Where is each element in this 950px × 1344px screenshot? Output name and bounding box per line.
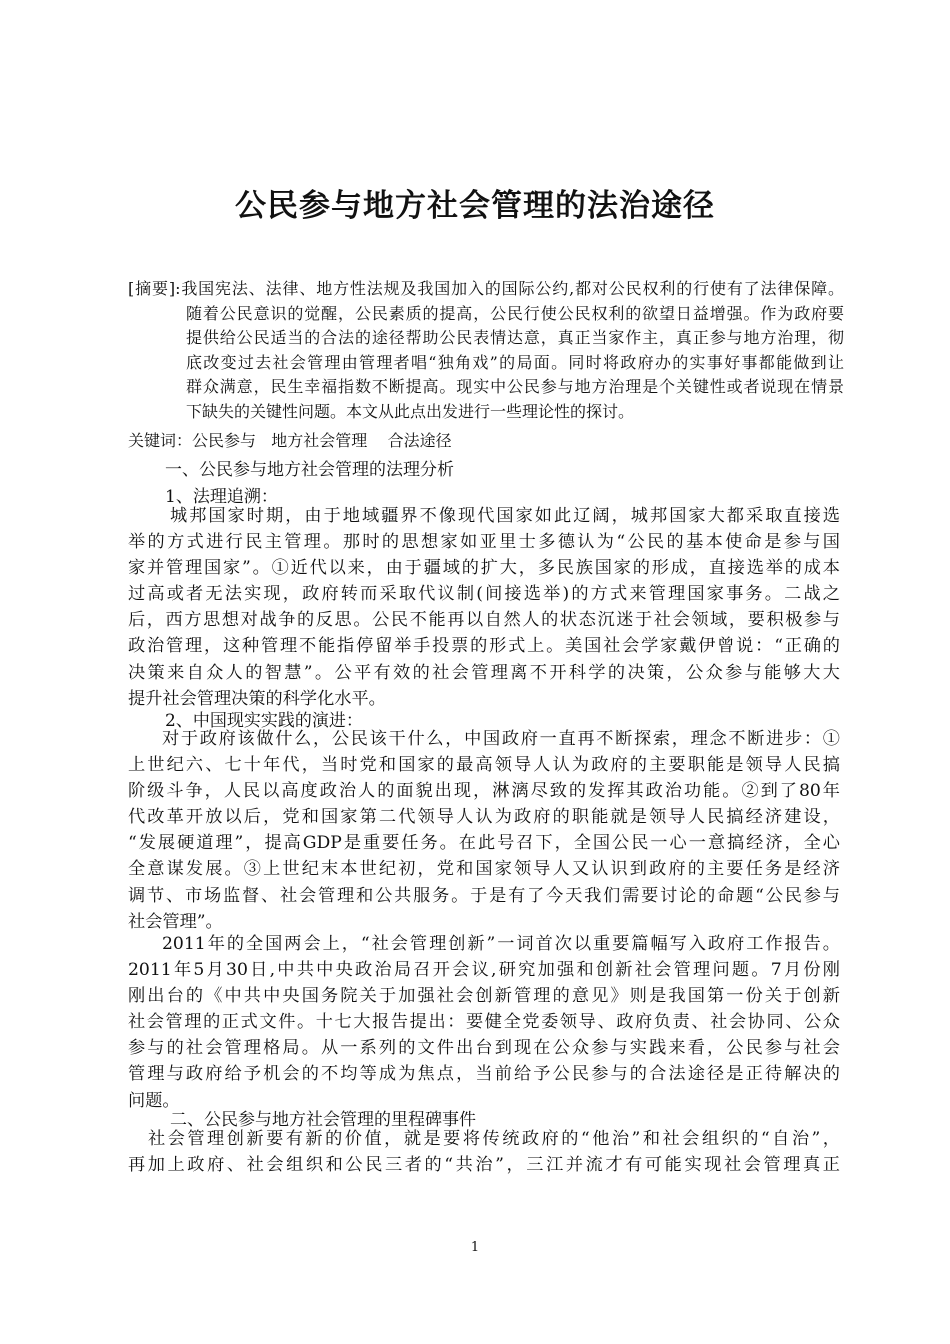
abstract-line: 群众满意，民生幸福指数不断提高。现实中公民参与地方治理是个关键性或者说现在情景 [186, 377, 844, 397]
section-heading-1: 一、公民参与地方社会管理的法理分析 [165, 460, 454, 480]
paragraph-line: 参与的社会管理格局。从一系列的文件出台到现在公众参与实践来看，公民参与社会 [128, 1038, 840, 1059]
abstract-line: 底改变过去社会管理由管理者唱“独角戏”的局面。同时将政府办的实事好事都能做到让 [186, 352, 844, 372]
abstract-line: 提供给公民适当的合法的途径帮助公民表情达意，真正当家作主，真正参与地方治理，彻 [186, 328, 844, 348]
paragraph-line: 代改革开放以后，党和国家第二代领导人认为政府的职能就是领导人民搞经济建设， [128, 807, 840, 828]
document-title: 公民参与地方社会管理的法治途径 [235, 188, 715, 224]
paragraph-line: 社会管理创新要有新的价值，就是要将传统政府的“他治”和社会组织的“自治”， [148, 1129, 840, 1149]
keywords-line: 关键词：公民参与 地方社会管理 合法途径 [128, 431, 452, 450]
paragraph-line: 上世纪六、七十年代，当时党和国家的最高领导人认为政府的主要职能是领导人民搞 [128, 755, 840, 776]
subsection-heading-2: 2、中国现实实践的演进： [165, 711, 363, 731]
paragraph-line: 提升社会管理决策的科学化水平。 [128, 688, 386, 709]
abstract-line: 下缺失的关键性问题。本文从此点出发进行一些理论性的探讨。 [186, 401, 635, 421]
paragraph-line: “发展硬道理”，提高GDP是重要任务。在此号召下，全国公民一心一意搞经济，全心 [128, 833, 840, 854]
paragraph-line: 2011年的全国两会上，“社会管理创新”一词首次以重要篇幅写入政府工作报告。 [162, 934, 840, 954]
paragraph-line: 调节、市场监督、社会管理和公共服务。于是有了今天我们需要讨论的命题“公民参与 [128, 885, 840, 906]
abstract-block [128, 277, 844, 425]
subsection-heading-1: 1、法理追溯： [165, 487, 278, 507]
paragraph-line: 对于政府该做什么，公民该干什么，中国政府一直再不断探索，理念不断进步：① [162, 729, 840, 749]
paragraph-line: 刚出台的《中共中央国务院关于加强社会创新管理的意见》则是我国第一份关于创新 [128, 986, 840, 1007]
paragraph-line: 举的方式进行民主管理。那时的思想家如亚里士多德认为“公民的基本使命是参与国 [128, 532, 840, 553]
abstract-line: 随着公民意识的觉醒，公民素质的提高，公民行使公民权利的欲望日益增强。作为政府要 [186, 303, 844, 323]
paragraph-line: 政治管理，这种管理不能指停留举手投票的形式上。美国社会学家戴伊曾说：“正确的 [128, 636, 840, 657]
page-number: 1 [470, 1240, 480, 1255]
paragraph-line: 阶级斗争，人民以高度政治人的面貌出现，淋漓尽致的发挥其政治功能。②到了80年 [128, 781, 840, 802]
paragraph-line: 过高或者无法实现，政府转而采取代议制(间接选举)的方式来管理国家事务。二战之 [128, 584, 840, 605]
paragraph-2 [128, 726, 840, 935]
section-heading-2: 二、公民参与地方社会管理的里程碑事件 [170, 1110, 476, 1130]
paragraph-3 [128, 931, 840, 1114]
paragraph-line: 后，西方思想对战争的反思。公民不能再以自然人的状态沉迷于社会领域，要积极参与 [128, 610, 840, 631]
paragraph-line: 问题。 [128, 1090, 180, 1111]
paragraph-line: 再加上政府、社会组织和公民三者的“共治”，三江并流才有可能实现社会管理真正 [128, 1155, 840, 1176]
paragraph-line: 管理与政府给予机会的不均等成为焦点，当前给予公民参与的合法途径是正待解决的 [128, 1064, 840, 1085]
paragraph-line: 全意谋发展。③上世纪末本世纪初，党和国家领导人又认识到政府的主要任务是经济 [128, 859, 840, 880]
paragraph-4 [128, 1126, 840, 1178]
paragraph-line: 家并管理国家”。①近代以来，由于疆域的扩大，多民族国家的形成，直接选举的成本 [128, 558, 840, 579]
paragraph-line: 决策来自众人的智慧”。公平有效的社会管理离不开科学的决策，公众参与能够大大 [128, 662, 840, 683]
paragraph-1 [128, 503, 840, 712]
paragraph-line: 2011年5月30日,中共中央政治局召开会议,研究加强和创新社会管理问题。7月份刚 [128, 960, 840, 981]
paragraph-line: 社会管理的正式文件。十七大报告提出：要健全党委领导、政府负责、社会协同、公众 [128, 1012, 840, 1033]
abstract-line: [摘要]:我国宪法、法律、地方性法规及我国加入的国际公约,都对公民权利的行使有了法律保障。 [128, 279, 844, 298]
paragraph-line: 城邦国家时期，由于地域疆界不像现代国家如此辽阔，城邦国家大都采取直接选 [170, 506, 840, 526]
paragraph-line: 社会管理”。 [128, 911, 223, 932]
